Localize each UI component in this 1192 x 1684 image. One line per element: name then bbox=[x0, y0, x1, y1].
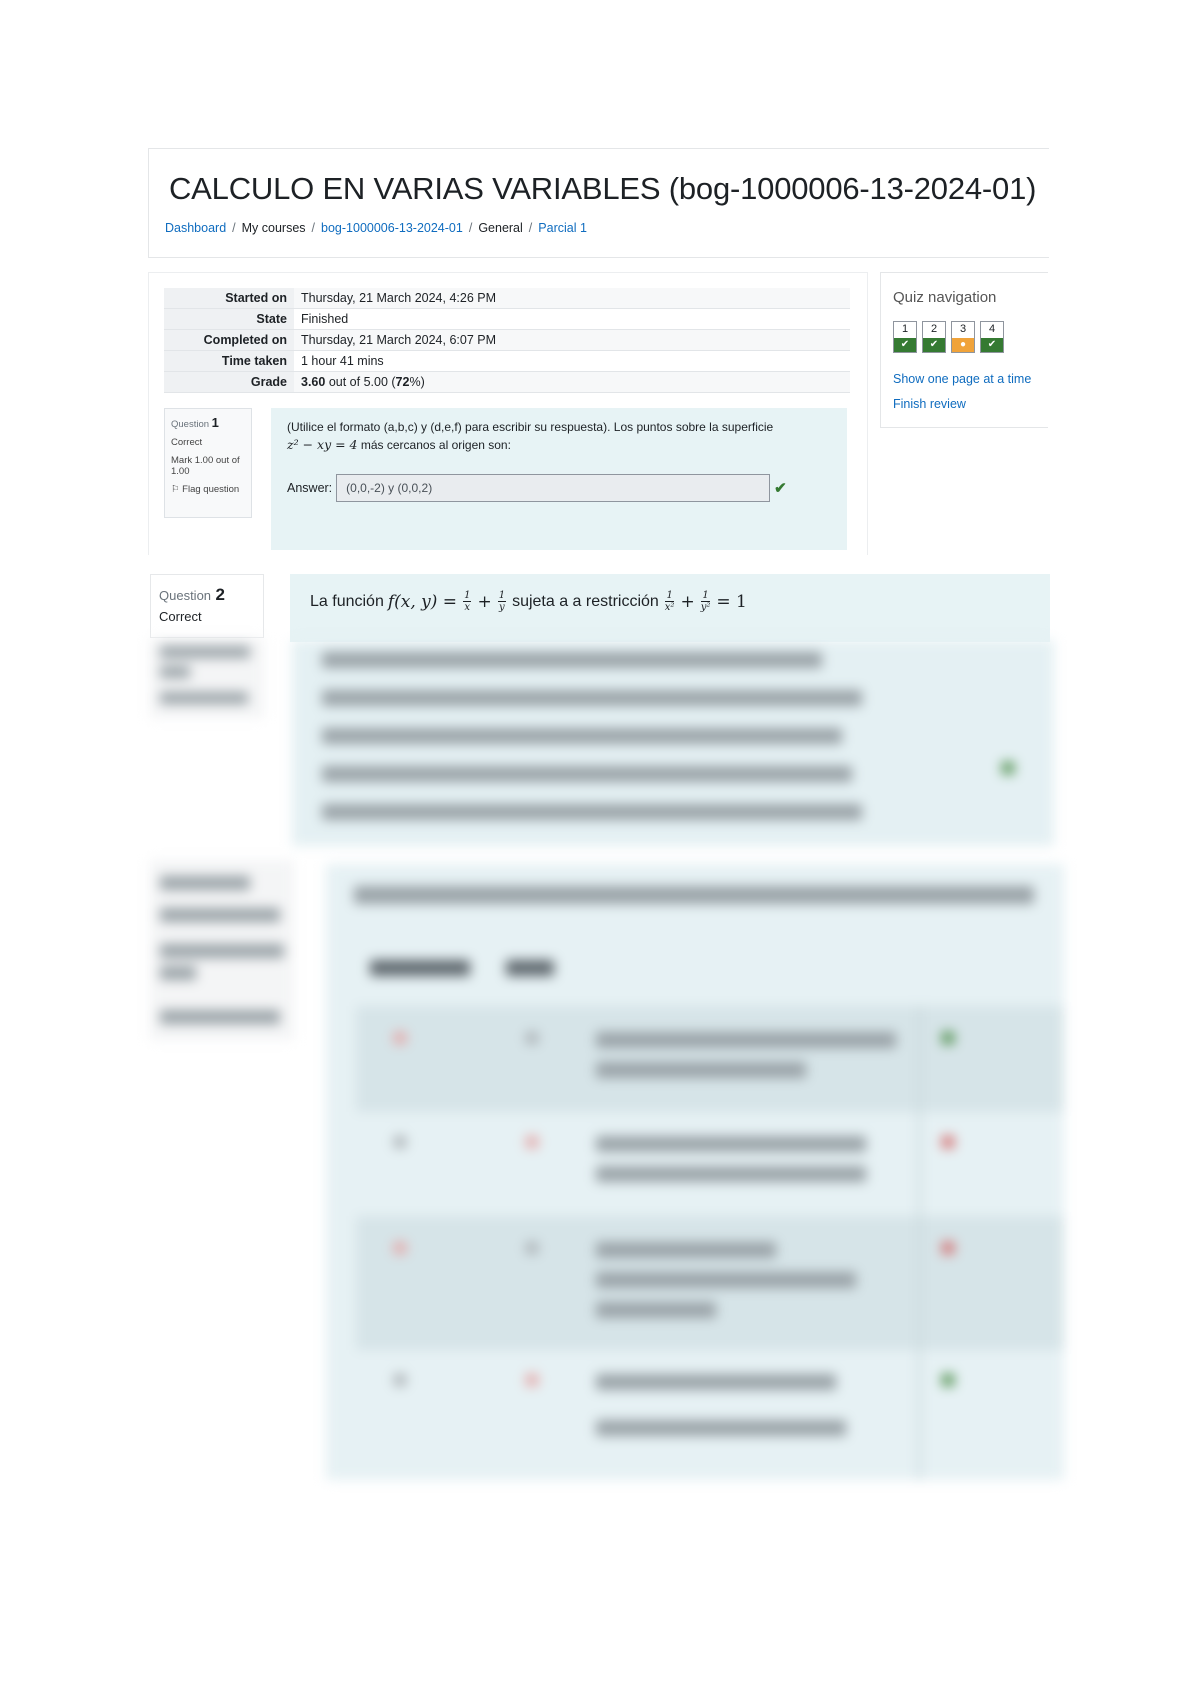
grade-label: Grade bbox=[164, 372, 294, 393]
summary-row bbox=[164, 309, 850, 330]
fraction-1-over-y: $\frac{1}{y}$ bbox=[498, 590, 506, 613]
breadcrumb-general: General bbox=[478, 221, 523, 235]
checkmark-icon: ✔ bbox=[774, 480, 787, 497]
blurred-question2-info bbox=[150, 638, 264, 718]
question-state: Correct bbox=[171, 437, 203, 448]
quiz-nav-button-1[interactable]: 1 ✔ bbox=[893, 321, 917, 353]
summary-value: Thursday, 21 March 2024, 4:26 PM bbox=[294, 288, 850, 309]
flag-question[interactable]: ⚐ Flag question bbox=[171, 484, 240, 495]
question-number: 1 bbox=[211, 415, 219, 430]
question-label: Question bbox=[171, 419, 210, 430]
summary-value: Thursday, 21 March 2024, 6:07 PM bbox=[294, 330, 850, 351]
summary-row bbox=[164, 288, 850, 309]
breadcrumb-parcial[interactable]: Parcial 1 bbox=[538, 221, 587, 235]
question-label: Question bbox=[159, 588, 212, 603]
checkmark-icon: ✔ bbox=[923, 338, 945, 352]
summary-value: 1 hour 41 mins bbox=[294, 351, 850, 372]
summary-value: Finished bbox=[294, 309, 850, 330]
summary-label: Completed on bbox=[164, 330, 294, 351]
fraction-1-over-x: $\frac{1}{x}$ bbox=[464, 590, 471, 613]
answer-label: Answer: bbox=[287, 481, 333, 495]
question-mark: Mark 1.00 out of 1.00 bbox=[171, 455, 240, 477]
summary-row bbox=[164, 330, 850, 351]
question2-info bbox=[150, 574, 264, 638]
question2-text-prefix: La función bbox=[310, 592, 384, 610]
question2-function: f(x, y) = bbox=[387, 591, 458, 612]
blurred-question3-info bbox=[150, 860, 294, 1040]
summary-label: State bbox=[164, 309, 294, 330]
summary-label: Started on bbox=[164, 288, 294, 309]
fraction-1-over-y2: $\frac{1}{\text{y²}}$ bbox=[700, 590, 711, 613]
attempt-summary-table bbox=[164, 288, 850, 393]
show-one-page-link[interactable]: Show one page at a time bbox=[893, 372, 1032, 386]
question1-text-after: más cercanos al origen son: bbox=[360, 438, 511, 452]
summary-label: Time taken bbox=[164, 351, 294, 372]
quiz-nav-button-4[interactable]: 4 ✔ bbox=[980, 321, 1004, 353]
partial-circle-icon: ● bbox=[952, 338, 974, 352]
summary-row bbox=[164, 351, 850, 372]
grade-value: 3.60 out of 5.00 (72%) bbox=[294, 372, 850, 393]
quiz-navigation-title: Quiz navigation bbox=[893, 289, 997, 306]
question2-content: La función f(x, y) = $\frac{1}{x}$ + $\frac{1}{y}$ sujeta a a restricción $\frac{1}{\text{x²}}$ + $\frac{1}{\text{y²}}$ = 1 bbox=[290, 574, 1050, 642]
breadcrumb-dashboard[interactable]: Dashboard bbox=[165, 221, 227, 235]
breadcrumb: Dashboard / My courses / bog-1000006-13-2024-01 / General / Parcial 1 bbox=[165, 221, 587, 235]
question-number: 2 bbox=[215, 585, 225, 604]
question2-text-mid: sujeta a a restricción bbox=[512, 592, 659, 610]
question1-info bbox=[164, 408, 252, 518]
question1-text: (Utilice el formato (a,b,c) y (d,e,f) para escribir su respuesta). Los puntos sobre la superficie bbox=[287, 420, 774, 434]
checkmark-icon: ✔ bbox=[981, 338, 1003, 352]
question1-content bbox=[271, 408, 847, 550]
page-title: CALCULO EN VARIAS VARIABLES (bog-1000006-13-2024-01) bbox=[169, 171, 1037, 206]
answer-field[interactable]: (0,0,-2) y (0,0,2) bbox=[336, 474, 770, 502]
blurred-question2-options bbox=[292, 640, 1054, 846]
fraction-1-over-x2: $\frac{1}{\text{x²}}$ bbox=[664, 590, 675, 613]
question-state: Correct bbox=[159, 609, 202, 624]
checkmark-icon: ✔ bbox=[894, 338, 916, 352]
finish-review-link[interactable]: Finish review bbox=[893, 397, 966, 411]
blurred-question3-content bbox=[326, 864, 1064, 1480]
quiz-navigation bbox=[880, 272, 1048, 428]
summary-row-grade bbox=[164, 372, 850, 393]
flag-icon: ⚐ bbox=[171, 484, 180, 495]
breadcrumb-my-courses: My courses bbox=[241, 221, 306, 235]
question2-equation-end: = 1 bbox=[716, 591, 747, 612]
question1-math: z² − xy = 4 bbox=[287, 437, 358, 452]
page-header bbox=[148, 148, 1049, 258]
breadcrumb-course[interactable]: bog-1000006-13-2024-01 bbox=[321, 221, 463, 235]
quiz-nav-button-3[interactable]: 3 ● bbox=[951, 321, 975, 353]
quiz-nav-button-2[interactable]: 2 ✔ bbox=[922, 321, 946, 353]
